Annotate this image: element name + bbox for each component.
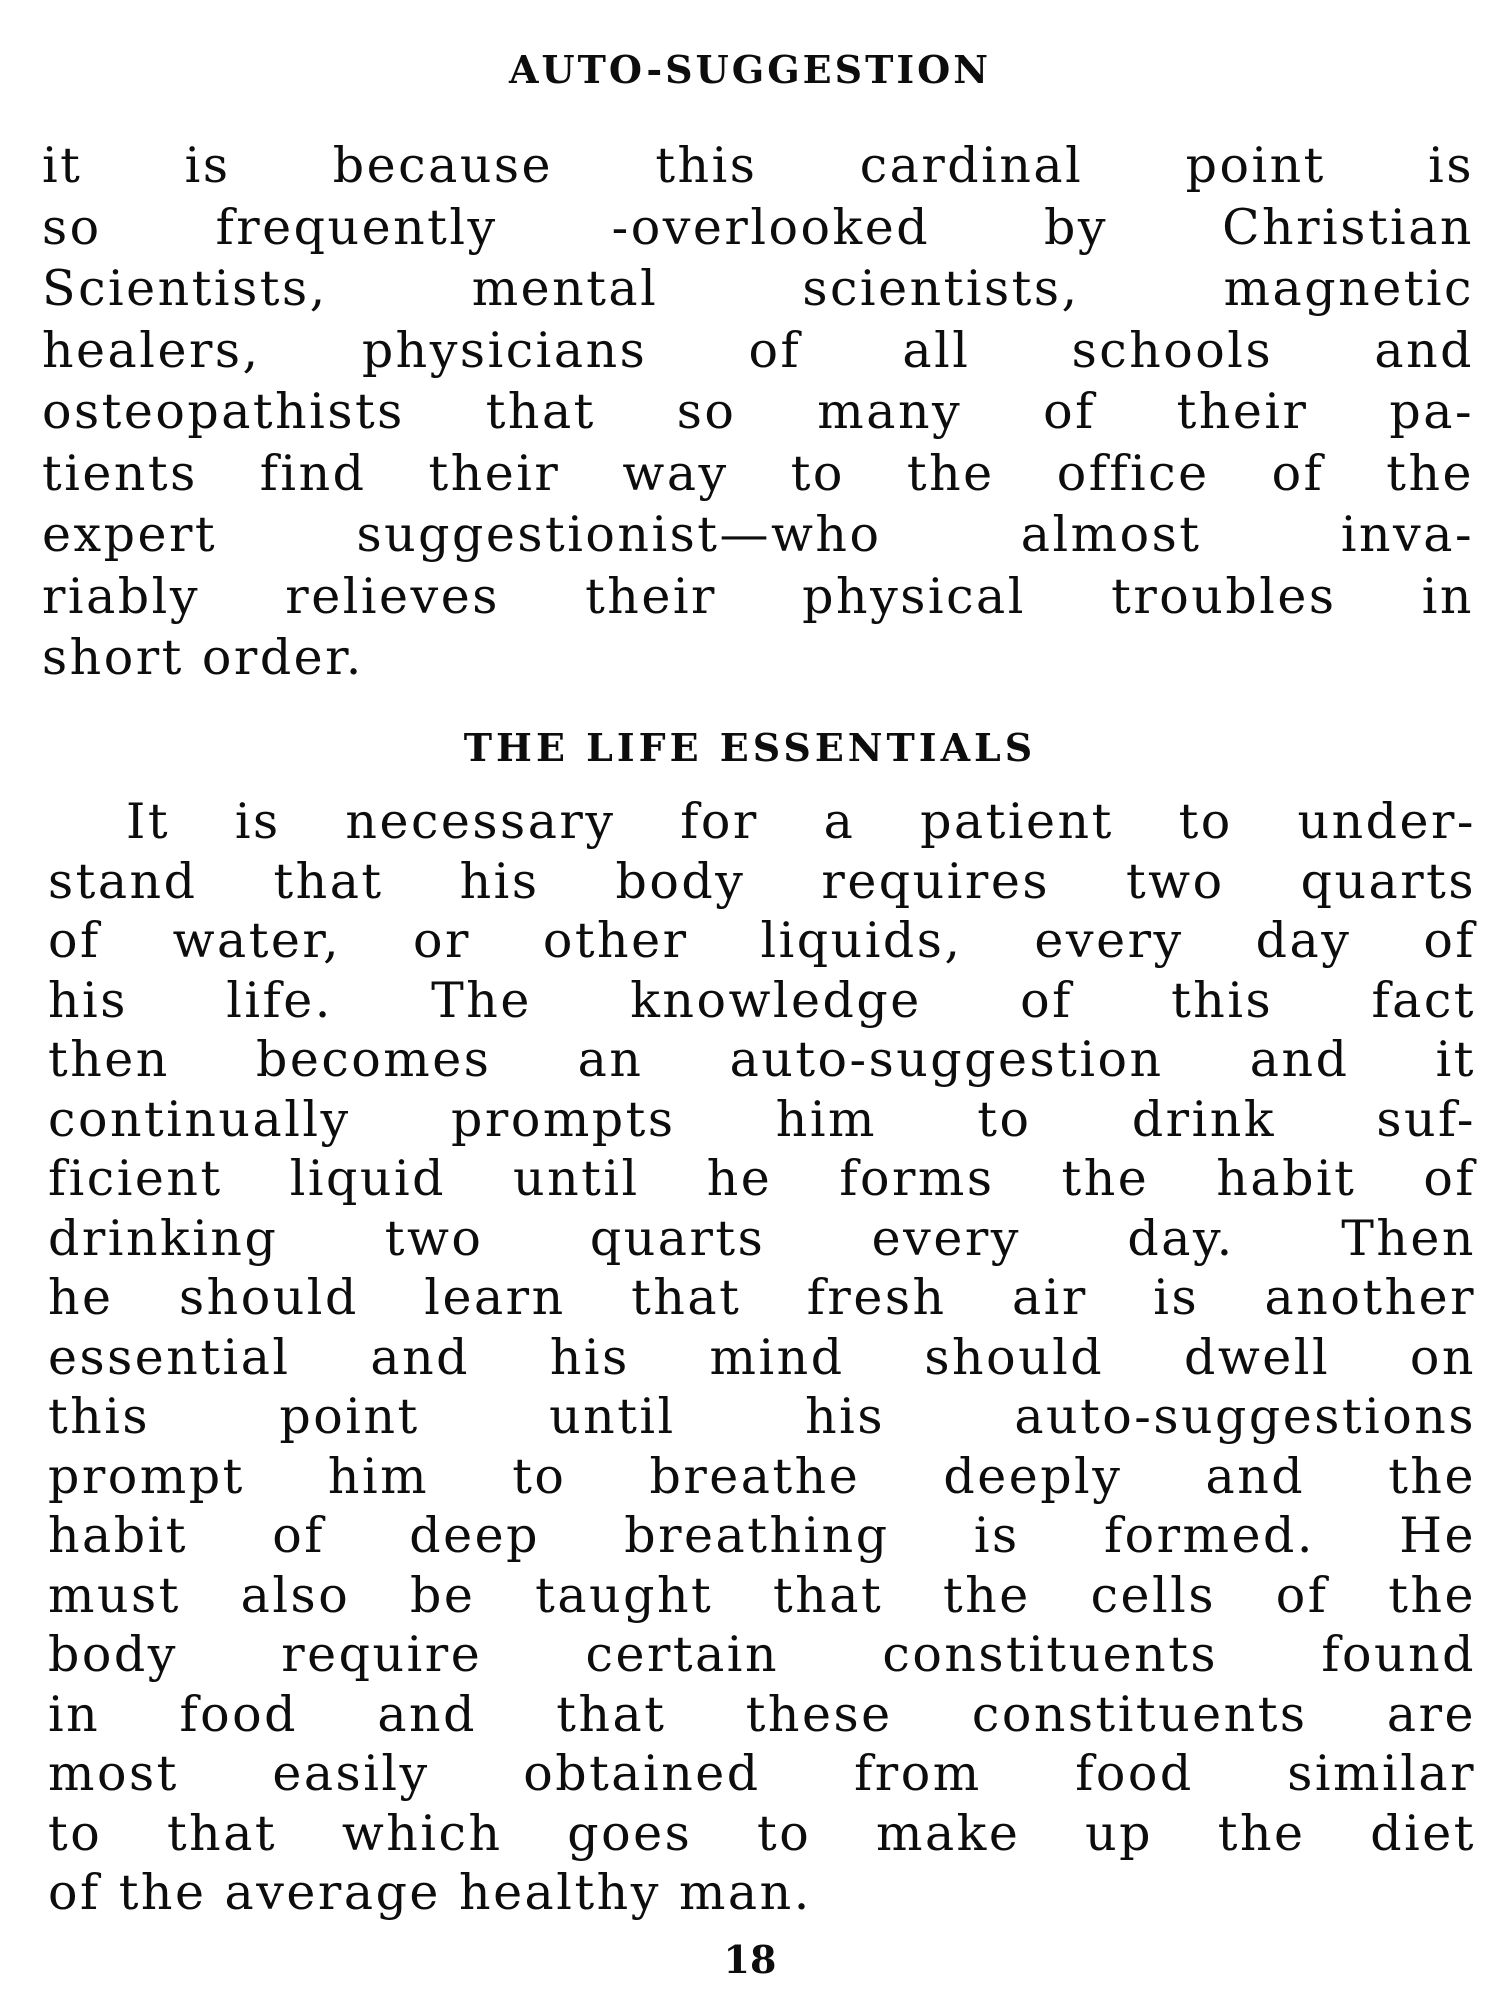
section-heading: THE LIFE ESSENTIALS (463, 725, 1037, 770)
text-line: Scientists, mental scientists, magnetic (42, 260, 1474, 317)
text-line: habit of deep breathing is formed. He (48, 1507, 1476, 1564)
text-line: he should learn that fresh air is another (48, 1269, 1476, 1326)
text-line: then becomes an auto-suggestion and it (48, 1031, 1476, 1088)
text-line: body require certain constituents found (48, 1626, 1476, 1683)
page-number: 18 (723, 1937, 777, 1982)
paragraph-continued (42, 135, 1474, 689)
text-line: ficient liquid until he forms the habit of (48, 1150, 1476, 1207)
text-line: continually prompts him to drink suf- (48, 1090, 1476, 1148)
text-line: expert suggestionist—who almost inva- (42, 506, 1474, 563)
text-line: essential and his mind should dwell on (48, 1328, 1476, 1386)
running-head: AUTO-SUGGESTION (509, 47, 991, 92)
text-line: so frequently -overlooked by Christian (42, 198, 1474, 256)
text-line: prompt him to breathe deeply and the (48, 1447, 1476, 1505)
text-line: in food and that these constituents are (48, 1685, 1476, 1743)
text-line: riably relieves their physical troubles in (42, 567, 1474, 625)
text-line: to that which goes to make up the diet (48, 1804, 1476, 1862)
text-line: osteopathists that so many of their pa- (42, 383, 1474, 440)
text-line: tients find their way to the office of the (42, 444, 1474, 502)
text-line: of the average healthy man. (48, 1864, 812, 1921)
text-line: must also be taught that the cells of the (48, 1566, 1476, 1624)
text-line: It is necessary for a patient to under- (126, 793, 1476, 850)
text-line: it is because this cardinal point is (42, 137, 1474, 194)
text-line: healers, physicians of all schools and (42, 321, 1474, 379)
paragraph-life-essentials (48, 792, 1476, 1923)
text-line: stand that his body requires two quarts (48, 852, 1476, 910)
text-line: his life. The knowledge of this fact (48, 971, 1476, 1029)
text-line: this point until his auto-suggestions (48, 1388, 1476, 1445)
text-line: drinking two quarts every day. Then (48, 1209, 1476, 1267)
text-line: most easily obtained from food similar (48, 1745, 1476, 1802)
text-line: short order. (42, 629, 364, 686)
text-line: of water, or other liquids, every day of (48, 912, 1476, 969)
